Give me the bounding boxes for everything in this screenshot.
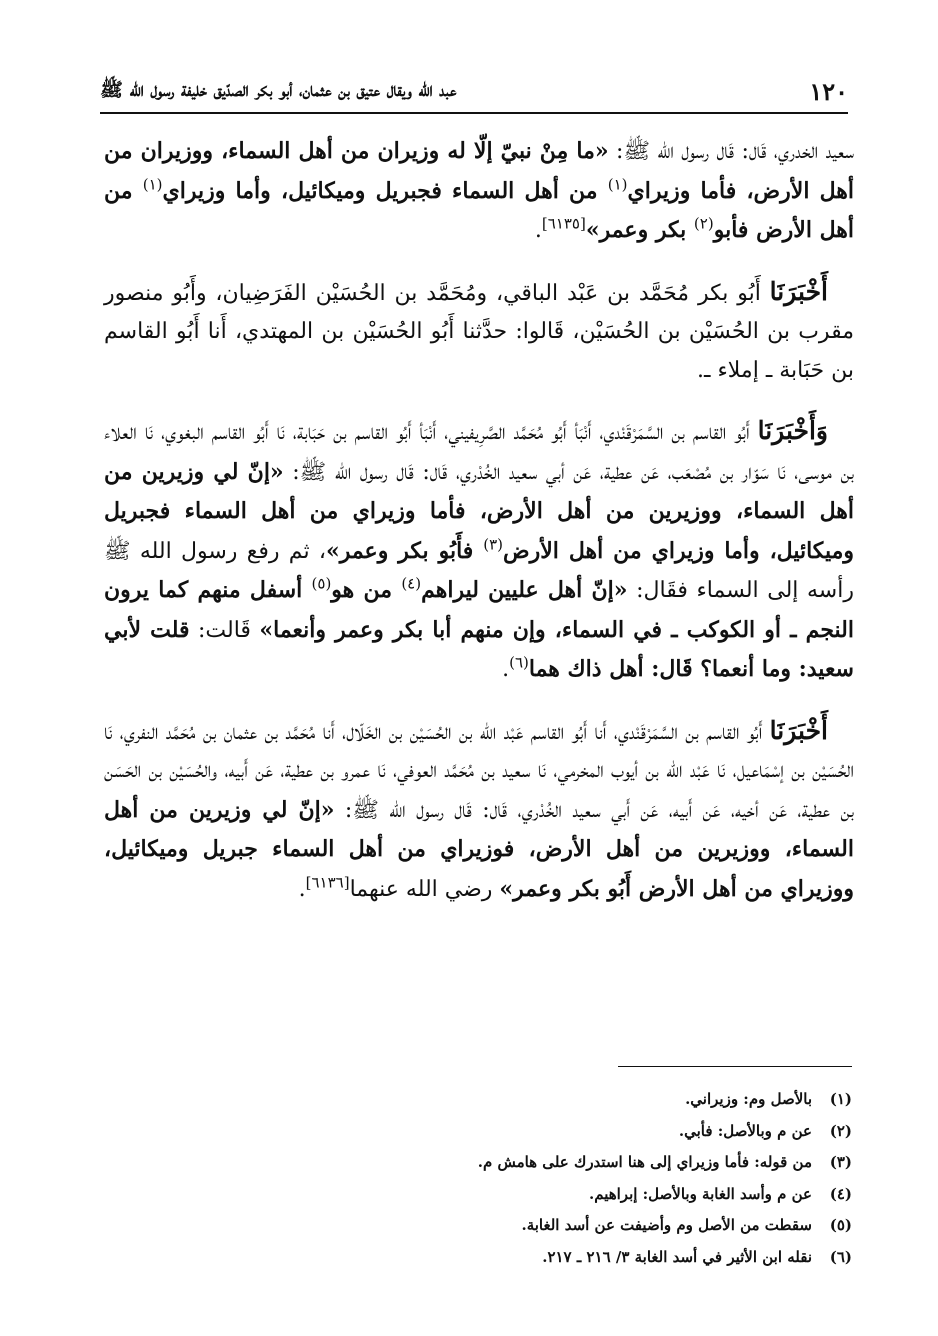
transmission-word: أَخْبَرَنَا [769, 276, 828, 306]
footnote-number: (٤) [829, 1184, 852, 1203]
hadith-number: [٦١٣٥] [541, 214, 586, 233]
hadith-text: «ما مِنْ نبيّ إلّا له وزيران من أهل السماء، ووزيران من أهل الأرض، فأما وزيراي [104, 138, 854, 204]
transmission-word: وَأَخْبَرَنَا [757, 416, 828, 445]
footnote-marker: (٦) [509, 653, 529, 672]
page-number: ١٢٠ [809, 77, 848, 106]
paragraph [104, 712, 854, 910]
footnote-marker: (٥) [311, 574, 332, 593]
main-text [104, 132, 854, 931]
hadith-text: من هو [331, 577, 402, 603]
paragraph [104, 273, 854, 391]
footnote [200, 1116, 852, 1148]
footnote-text: سقطت من الأصل وم وأضيفت عن أسد الغابة. [521, 1216, 812, 1234]
page-header [100, 70, 848, 114]
footnote-number: (٣) [829, 1153, 852, 1171]
hadith-number: [٦١٣٦] [305, 873, 350, 892]
footnote-number: (٢) [829, 1121, 852, 1140]
text-run: ، ثم رفع رسول الله ﷺ رأسه إلى السماء فقَال: [104, 538, 854, 603]
footnote-marker: (١) [142, 175, 163, 194]
footnote-text: عن م وبالأصل: فأبي. [678, 1121, 812, 1140]
footnote-marker: (٣) [483, 535, 504, 554]
footnote [200, 1179, 852, 1211]
paragraph [104, 132, 854, 251]
footnote-text: نقله ابن الأثير في أسد الغابة ٣/ ٢١٦ ـ ٢١٧. [542, 1247, 812, 1266]
text-run: أَبُو القاسم بن السَّمَرْقَنْدي، أَنْبَأ أَبُو مُحَمَّد الصَّرِيفيني، أَنْبَأ أَبُو القاسم بن حَبَابة، نَا أَبُو القاسم البغوي، نَا العلاء بن موسى، نَا سَوّار بن مُصْعَب، عَن عطية، عَن أبي سعيد الخُدْري، قَال: قَال رسول الله ﷺ: [104, 420, 854, 485]
paragraph [104, 412, 854, 690]
footnote [200, 1210, 852, 1242]
text-run: أَبُو القاسم بن السَّمَرْقَنْدي، أَنا أَبُو القاسم عَبْد الله بن الحُسَيْن بن الخَلّال، أَنا مُحَمَّد بن عثمان بن مُحَمَّد النفري، نَا الحُسَيْن بن إسْمَاعيل، نَا عَبْد الله بن أيوب المخرمي، نَا سعيد بن مُحَمَّد العوفي، نَا عمرو بن عطية، عَن أَبيه، والحُسَيْن بن الحَسَن بن عطية، عَن أخيه، عَن أَبيه، عَن أَبي سعيد الخُدْري، قَال: قَال رسول الله ﷺ: [104, 719, 854, 823]
hadith-text: «إنّ لي وزيرين من أهل السماء، ووزيرين من أهل الأرض، فوزيراي من أهل السماء جبريل وميكائيل، ووزيراي من أهل الأرض أَبُو بكر وعمر» [104, 796, 854, 902]
hadith-text: من أهل الأرض فأبو [104, 177, 854, 243]
footnote-marker: (١) [607, 175, 628, 194]
footnote [200, 1147, 852, 1179]
transmission-word: أَخْبَرَنَا [769, 715, 828, 745]
footnote-text: بالأصل وم: وزيراني. [685, 1090, 812, 1108]
footnote [200, 1242, 852, 1274]
hadith-text: من أهل السماء فجبريل وميكائيل، وأما وزيراي [162, 177, 608, 204]
running-title: عبد الله ويقال عتيق بن عثمان، أبو بكر الصدّيق خليفة رسول الله ﷺ [100, 79, 457, 101]
footnote-marker: (٢) [693, 214, 714, 233]
text-run: . [534, 218, 542, 243]
hadith-text: قلت لأبي سعيد: وما أنعما؟ قَال: أهل ذاك هما [104, 616, 854, 682]
footnote-text: من قوله: فأما وزيراي إلى هنا استدرك على هامش م. [477, 1153, 812, 1171]
footnote [200, 1084, 852, 1116]
footnotes [200, 1084, 852, 1273]
hadith-text: فأَبُو بكر وعمر» [325, 537, 484, 564]
text-run: . [502, 657, 510, 682]
footnote-marker: (٤) [401, 574, 422, 593]
text-run: . [298, 876, 306, 902]
text-run: أَبُو بكر مُحَمَّد بن عَبْد الباقي، ومُحَمَّد بن الحُسَيْن الفَرَضِيان، وأَبُو منصور مقرب بن الحُسَيْن بن الحُسَيْن، قَالوا: حدَّثنا أَبُو الحُسَيْن بن المهتدي، أَنا أَبُو القاسم بن حَبَابة ـ إملاء ـ. [104, 280, 854, 383]
hadith-text: «إنّ لي وزيرين من أهل السماء، ووزيرين من أهل الأرض، فأما وزيراي من أهل السماء فجبريل وميكائيل، وأما وزيراي من أهل الأرض [104, 458, 854, 564]
text-run: رضي الله عنهما [349, 876, 500, 902]
text-run: سعيد الخدري، قَال: قَال رسول الله ﷺ: [608, 139, 855, 164]
footnote-text: عن م وأسد الغابة وبالأصل: إبراهيم. [589, 1184, 812, 1203]
footnote-number: (١) [829, 1090, 852, 1108]
footnote-divider [618, 1066, 852, 1067]
hadith-text: «إنّ أهل عليين ليراهم [421, 577, 628, 603]
footnote-number: (٦) [829, 1247, 852, 1266]
hadith-text: أسفل منهم كما يرون النجم ـ أو الكوكب ـ في السماء، وإن منهم أبا بكر وعمر وأنعما» [104, 577, 854, 643]
text-run: قَالت: [189, 617, 260, 643]
footnote-number: (٥) [829, 1216, 852, 1234]
hadith-text: بكر وعمر» [585, 217, 694, 243]
